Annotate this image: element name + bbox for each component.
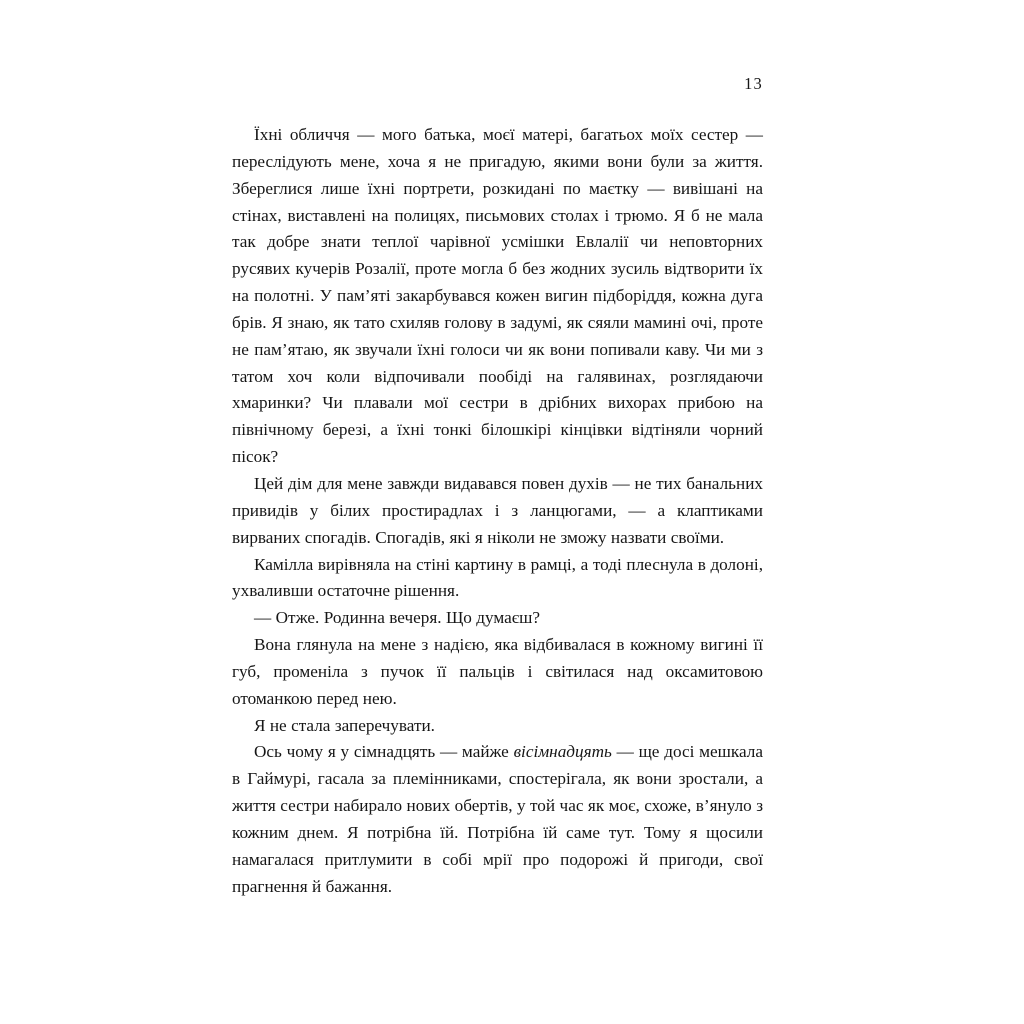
- paragraph: Цей дім для мене завжди видавався повен духів — не тих банальних привидів у білих простирадлах і з ланцюгами, — а клаптиками вирваних спогадів. Спогадів, які я ніколи не зможу назвати своїми.: [232, 473, 763, 547]
- page-number: 13: [744, 74, 763, 93]
- paragraph: Їхні обличчя — мого батька, моєї матері, багатьох моїх сестер — переслідують мене, хоча я не пригадую, якими вони були за життя. Збереглися лише їхні портрети, розкидані по маєтку — вивішані на стінах, виставлені на полицях, письмових столах і трюмо. Я б не мала так добре знати теплої чарівної усмішки Евлалії чи неповторних русявих кучерів Розалії, проте могла б без жодних зусиль відтворити їх на полотні. У пам’яті закарбувався кожен вигин підборіддя, кожна дуга брів. Я знаю, як тато схиляв голову в задумі, як сяяли мамині очі, проте не пам’ятаю, як звучали їхні голоси чи як вони попивали каву. Чи ми з татом хоч коли відпочивали пообіді на галявинах, розглядаючи хмаринки? Чи плавали мої сестри в дрібних вихорах прибою на північному березі, а їхні тонкі білошкірі кінцівки відтіняли чорний пісок?: [232, 125, 763, 467]
- paragraph: Я не стала заперечувати.: [254, 715, 435, 735]
- text-before-emphasis: Ось чому я у сімнадцять — майже: [254, 742, 514, 762]
- paragraph: Камілла вирівняла на стіні картину в рамці, а тоді плеснула в долоні, ухваливши остаточне рішення.: [232, 554, 763, 601]
- paragraph-with-emphasis: [232, 739, 763, 900]
- dialogue-line: — Отже. Родинна вечеря. Що думаєш?: [254, 608, 541, 628]
- text-after-emphasis: — ще досі мешкала в Гаймурі, гасала за племінниками, спостерігала, як вони зростали, а життя сестри набирало нових обертів, у той час як моє, схоже, в’януло з кожним днем. Я потрібна їй. Потрібна їй саме тут. Тому я щосили намагалася притлумити в собі мрії про подорожі й пригоди, свої прагнення й бажання.: [232, 742, 763, 896]
- paragraph: Вона глянула на мене з надією, яка відбивалася в кожному вигині її губ, променіла з пучок її пальців і світилася над оксамитовою отоманкою перед нею.: [232, 635, 763, 708]
- emphasized-word: вісімнадцять: [513, 742, 612, 762]
- text-block: [232, 122, 763, 900]
